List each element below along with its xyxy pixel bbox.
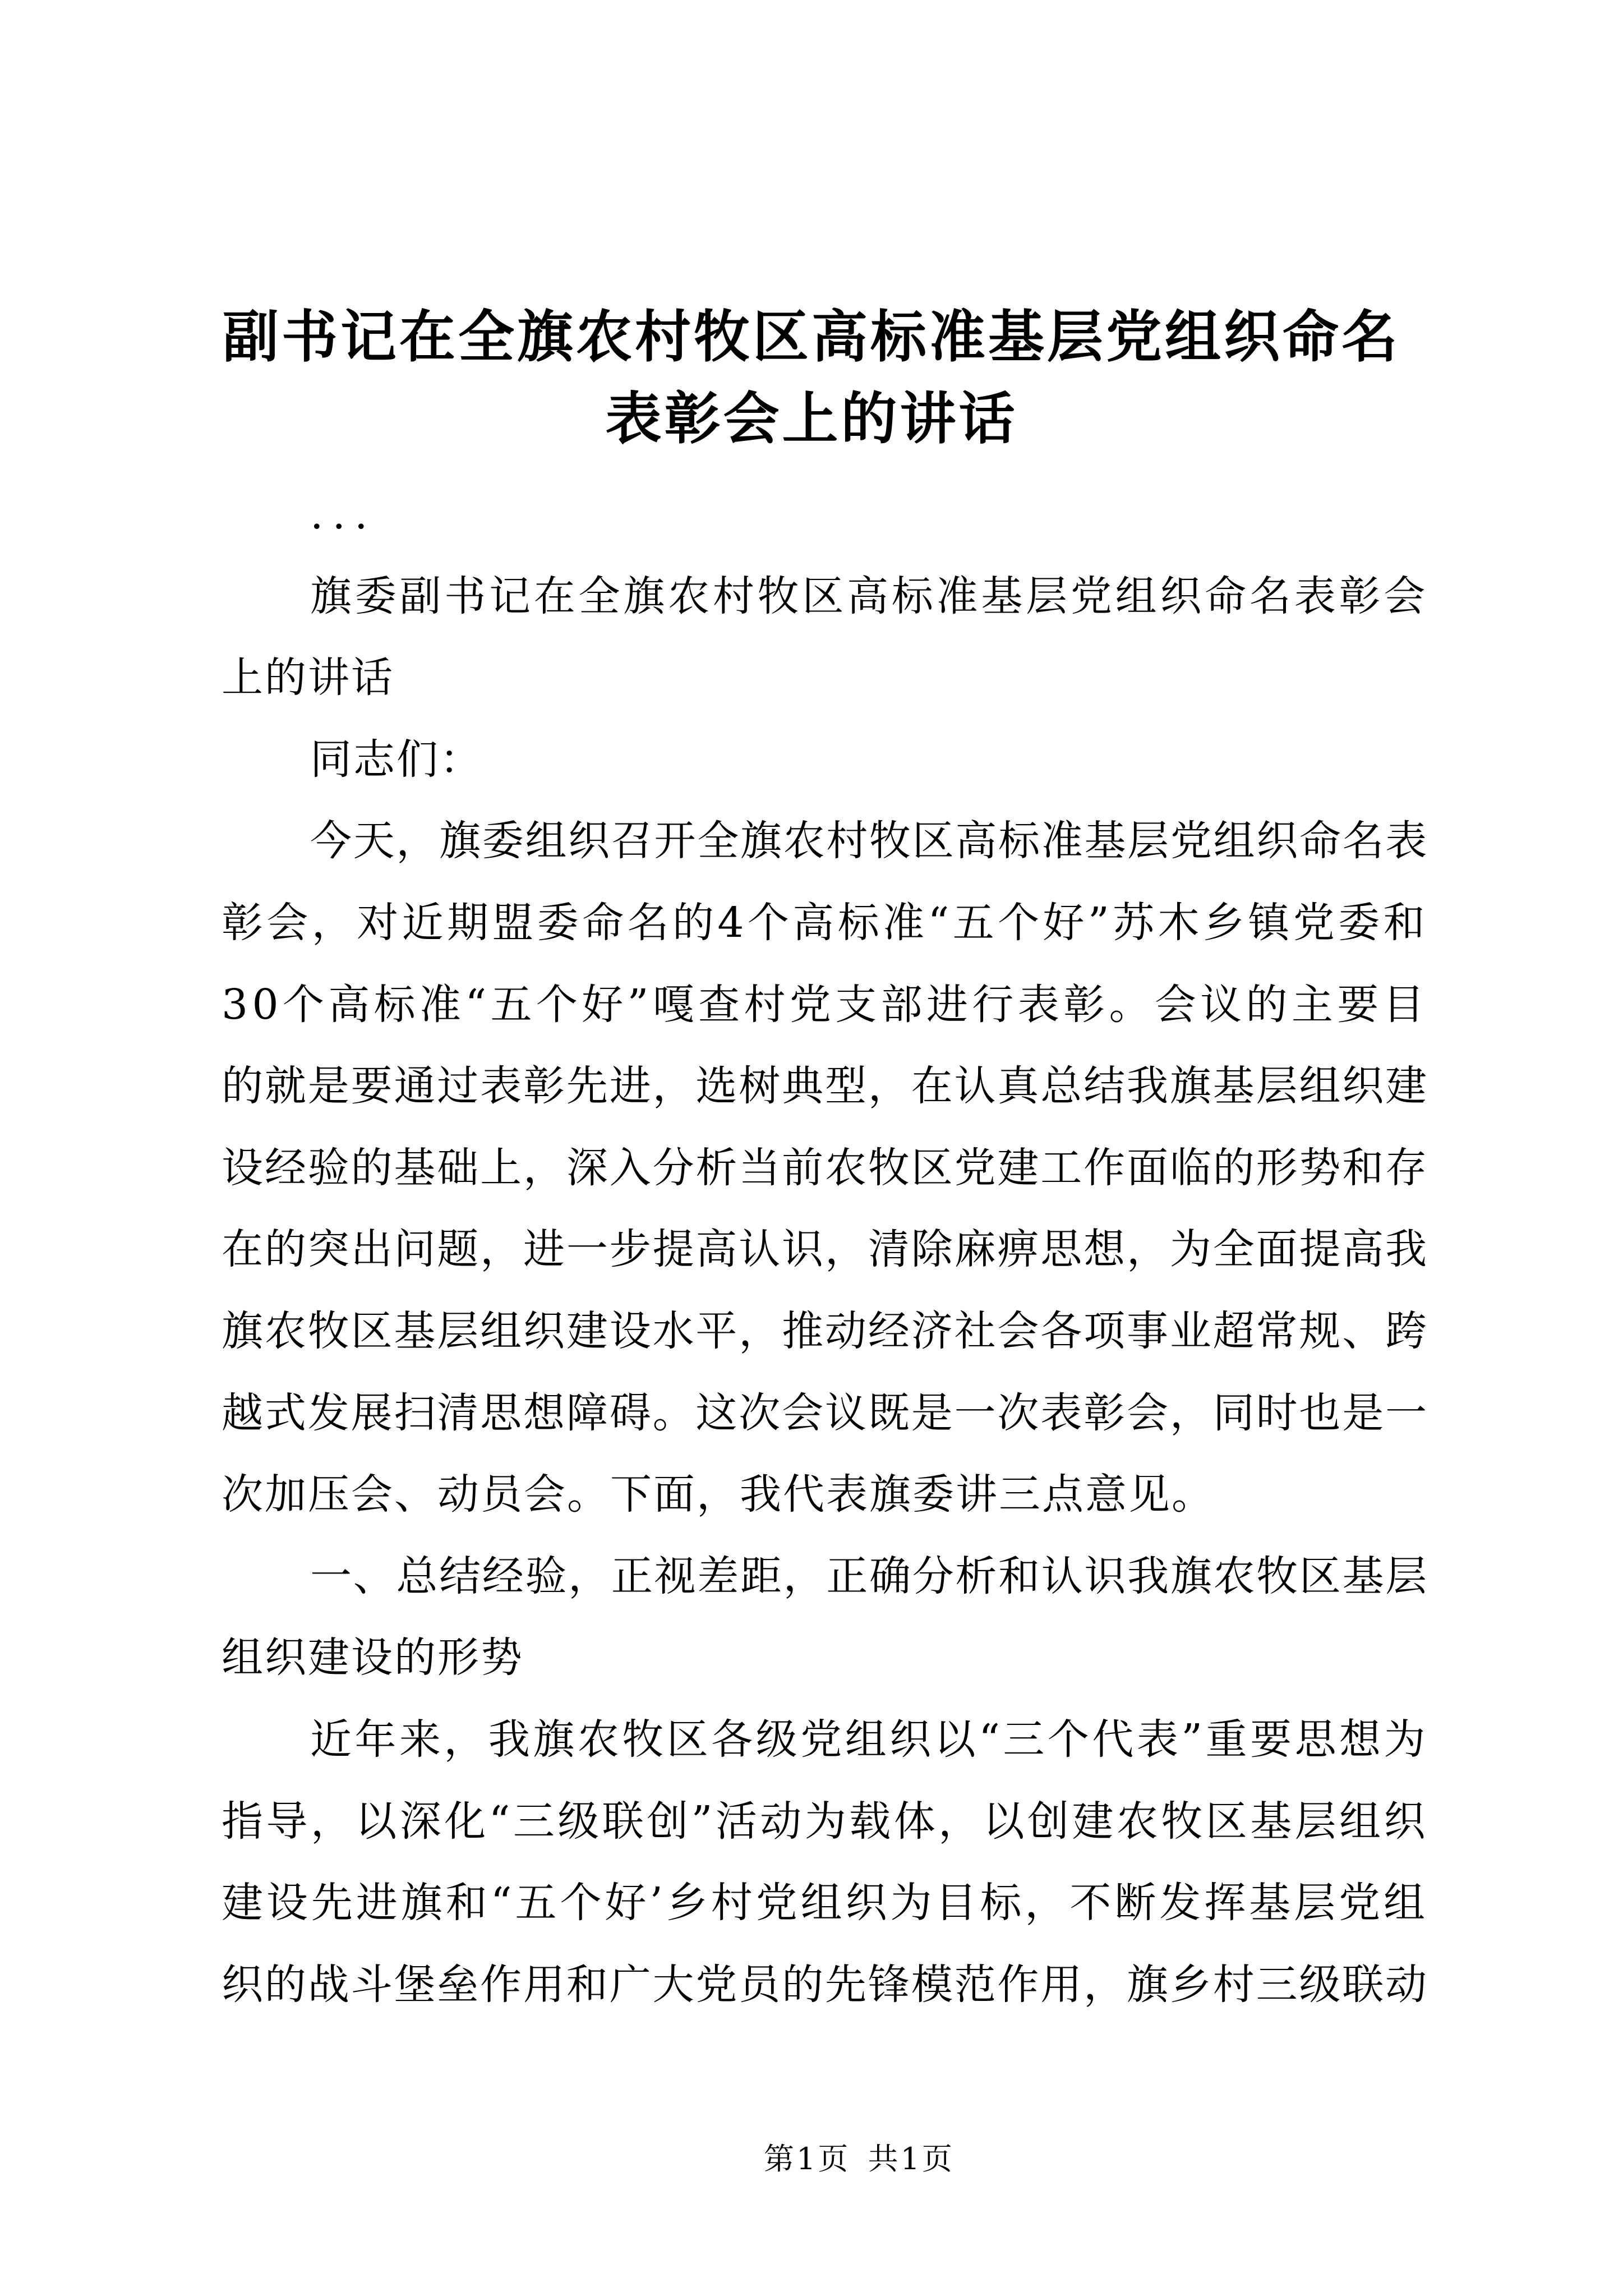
- line-text: 次加压会、动员会。下面，我代表旗委讲三点意见。: [222, 1470, 1215, 1519]
- line-text: 彰会，对近期盟委命名的4个高标准“五个好”苏木乡镇党委和: [222, 898, 1428, 947]
- ellipsis-marker: ...: [310, 490, 377, 539]
- paragraph-line: [222, 1209, 1428, 1291]
- title-line: 副书记在全旗农村牧区高标准基层党组织命名: [223, 303, 1400, 370]
- page-footer: 第1页 共1页: [764, 2141, 955, 2177]
- paragraph-line: [222, 556, 1428, 638]
- line-text: 指导，以深化“三级联创”活动为载体，以创建农牧区基层组织: [222, 1797, 1428, 1846]
- line-text: 设经验的基础上，深入分析当前农牧区党建工作面临的形势和存: [222, 1143, 1428, 1192]
- line-text: 上的讲话: [222, 654, 394, 702]
- line-text: 建设先进旗和“五个好’乡村党组织为目标，不断发挥基层党组: [222, 1879, 1428, 1927]
- section-heading-line: [222, 1617, 1428, 1699]
- paragraph: [222, 800, 1428, 1535]
- paragraph-line: [222, 800, 1428, 882]
- line-text: 近年来，我旗农牧区各级党组织以“三个代表”重要思想为: [310, 1715, 1428, 1764]
- salutation: 同志们：: [310, 735, 483, 784]
- document-body: [222, 474, 1428, 2026]
- paragraph-line: [222, 1046, 1428, 1128]
- line-text: 今天，旗委组织召开全旗农村牧区高标准基层党组织命名表: [310, 817, 1428, 866]
- paragraph-line: [222, 1291, 1428, 1373]
- paragraph-line: [222, 1128, 1428, 1209]
- section-heading-text: 一、总结经验，正视差距，正确分析和认识我旗农牧区基层: [310, 1552, 1428, 1600]
- document-title: [0, 296, 1623, 459]
- paragraph-line: [222, 719, 1428, 801]
- ellipsis-line: [222, 474, 1428, 556]
- section-heading-text: 组织建设的形势: [222, 1634, 524, 1682]
- line-text: 越式发展扫清思想障碍。这次会议既是一次表彰会，同时也是一: [222, 1388, 1428, 1437]
- paragraph: [222, 719, 1428, 801]
- line-text: 旗委副书记在全旗农村牧区高标准基层党组织命名表彰会: [310, 572, 1428, 620]
- paragraph-line: [222, 1373, 1428, 1455]
- paragraph: [222, 556, 1428, 719]
- paragraph-line: [222, 637, 1428, 719]
- paragraph-line: [222, 1781, 1428, 1863]
- line-text: 30个高标准“五个好”嘎查村党支部进行表彰。会议的主要目: [222, 980, 1428, 1029]
- line-text: 旗农牧区基层组织建设水平，推动经济社会各项事业超常规、跨: [222, 1306, 1428, 1355]
- paragraph-line: [222, 1944, 1428, 2026]
- line-text: 在的突出问题，进一步提高认识，清除麻痹思想，为全面提高我: [222, 1225, 1428, 1274]
- paragraph-line: [222, 882, 1428, 964]
- title-line: 表彰会上的讲话: [605, 385, 1018, 452]
- line-text: 织的战斗堡垒作用和广大党员的先锋模范作用，旗乡村三级联动: [222, 1960, 1428, 2009]
- paragraph: [222, 1536, 1428, 1699]
- paragraph-line: [222, 1454, 1428, 1536]
- paragraph-line: [222, 1699, 1428, 1781]
- section-heading-line: [222, 1536, 1428, 1618]
- line-text: 的就是要通过表彰先进，选树典型，在认真总结我旗基层组织建: [222, 1062, 1428, 1111]
- paragraph-line: [222, 964, 1428, 1046]
- paragraph-line: [222, 1862, 1428, 1944]
- paragraph: [222, 1699, 1428, 2026]
